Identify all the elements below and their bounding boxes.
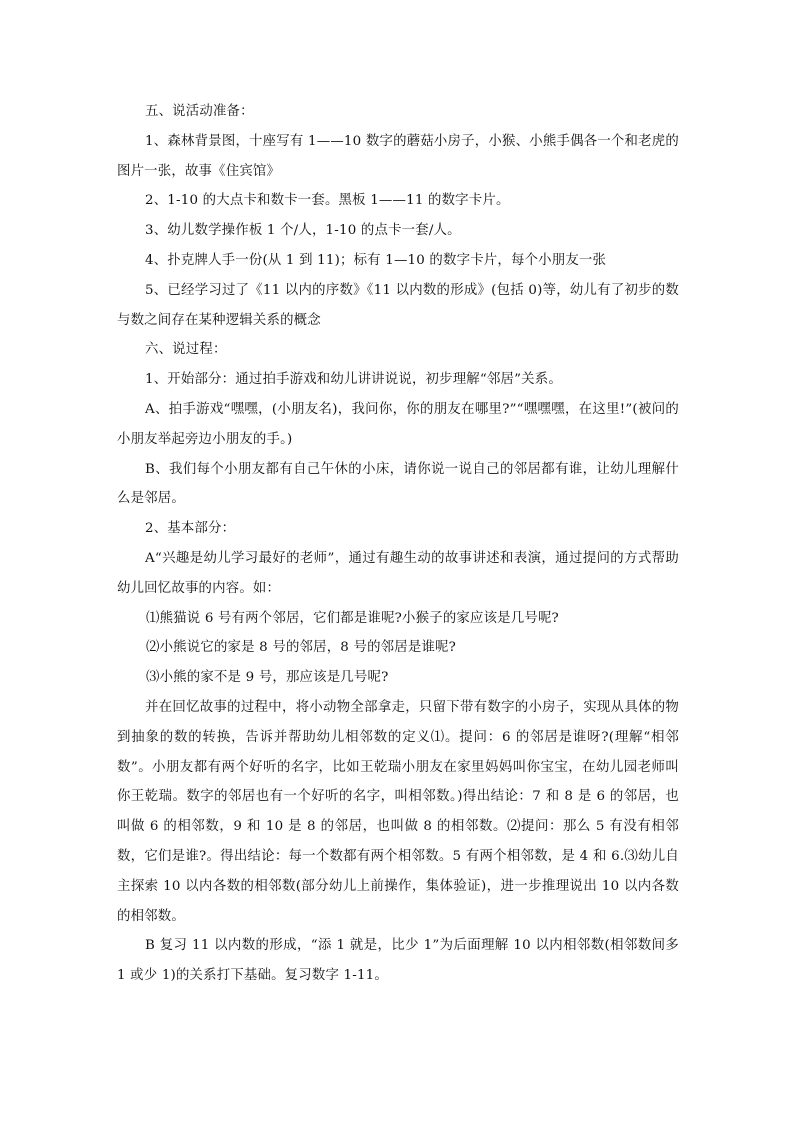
paragraph: A“兴趣是幼儿学习最好的老师”，通过有趣生动的故事讲述和表演，通过提问的方式帮助幼儿回忆故事的内容。如： [117, 550, 679, 596]
question-item: ⑴熊猫说 6 号有两个邻居，它们都是谁呢?小猴子的家应该是几号呢? [146, 610, 559, 626]
paragraph: A、拍手游戏“嘿嘿，(小朋友名)，我问你，你的朋友在哪里?”“嘿嘿嘿，在这里!”(被问的小朋友举起旁边小朋友的手。) [117, 401, 679, 447]
paragraph: 1、森林背景图，十座写有 1——10 数字的蘑菇小房子，小猴、小熊手偶各一个和老虎的图片一张，故事《住宾馆》 [117, 133, 679, 179]
paragraph: B 复习 11 以内数的形成，“添 1 就是，比少 1”为后面理解 10 以内相邻数(相邻数间多 1 或少 1)的关系打下基础。复习数字 1-11。 [117, 938, 679, 984]
paragraph: 4、扑克牌人手一份(从 1 到 11)；标有 1—10 的数字卡片，每个小朋友一张 [145, 252, 607, 268]
paragraph: 并在回忆故事的过程中，将小动物全部拿走，只留下带有数字的小房子，实现从具体的物到抽象的数的转换，告诉并帮助幼儿相邻数的定义⑴。提问：6 的邻居是谁呀?(理解“相邻数”。小朋友都有两个好听的名字，比如王乾瑞小朋友在家里妈妈叫你宝宝，在幼儿园老师叫你王乾瑞。数字的邻居也有一个好听的名字，叫相邻数。)得出结论：7 和 8 是 6 的邻居，也叫做 6 的相邻数，9 和 10 是 8 的邻居，也叫做 8 的相邻数。⑵提问：那么 5 有没有相邻数，它们是谁?。得出结论：每一个数都有两个相邻数。5 有两个相邻数，是 4 和 6.⑶幼儿自主探索 10 以内各数的相邻数(部分幼儿上前操作，集体验证)，进一步推理说出 10 以内各数的相邻数。 [117, 699, 679, 924]
document-body [117, 97, 679, 991]
paragraph: 2、1-10 的大点卡和数卡一套。黑板 1——11 的数字卡片。 [145, 193, 510, 209]
question-item: ⑶小熊的家不是 9 号，那应该是几号呢? [146, 670, 389, 686]
paragraph: B、我们每个小朋友都有自己午休的小床，请你说一说自己的邻居都有谁，让幼儿理解什么是邻居。 [117, 461, 679, 507]
paragraph: 5、已经学习过了《11 以内的序数》《11 以内数的形成》(包括 0)等，幼儿有了初步的数与数之间存在某种逻辑关系的概念 [117, 282, 679, 328]
paragraph: 3、幼儿数学操作板 1 个/人，1-10 的点卡一套/人。 [145, 223, 461, 239]
paragraph: 1、开始部分：通过拍手游戏和幼儿讲讲说说，初步理解“邻居”关系。 [145, 372, 562, 388]
question-item: ⑵小熊说它的家是 8 号的邻居，8 号的邻居是谁呢? [146, 640, 456, 656]
paragraph: 2、基本部分： [145, 521, 236, 537]
section-heading: 五、说活动准备： [145, 104, 254, 119]
section-heading: 六、说过程： [145, 342, 227, 358]
